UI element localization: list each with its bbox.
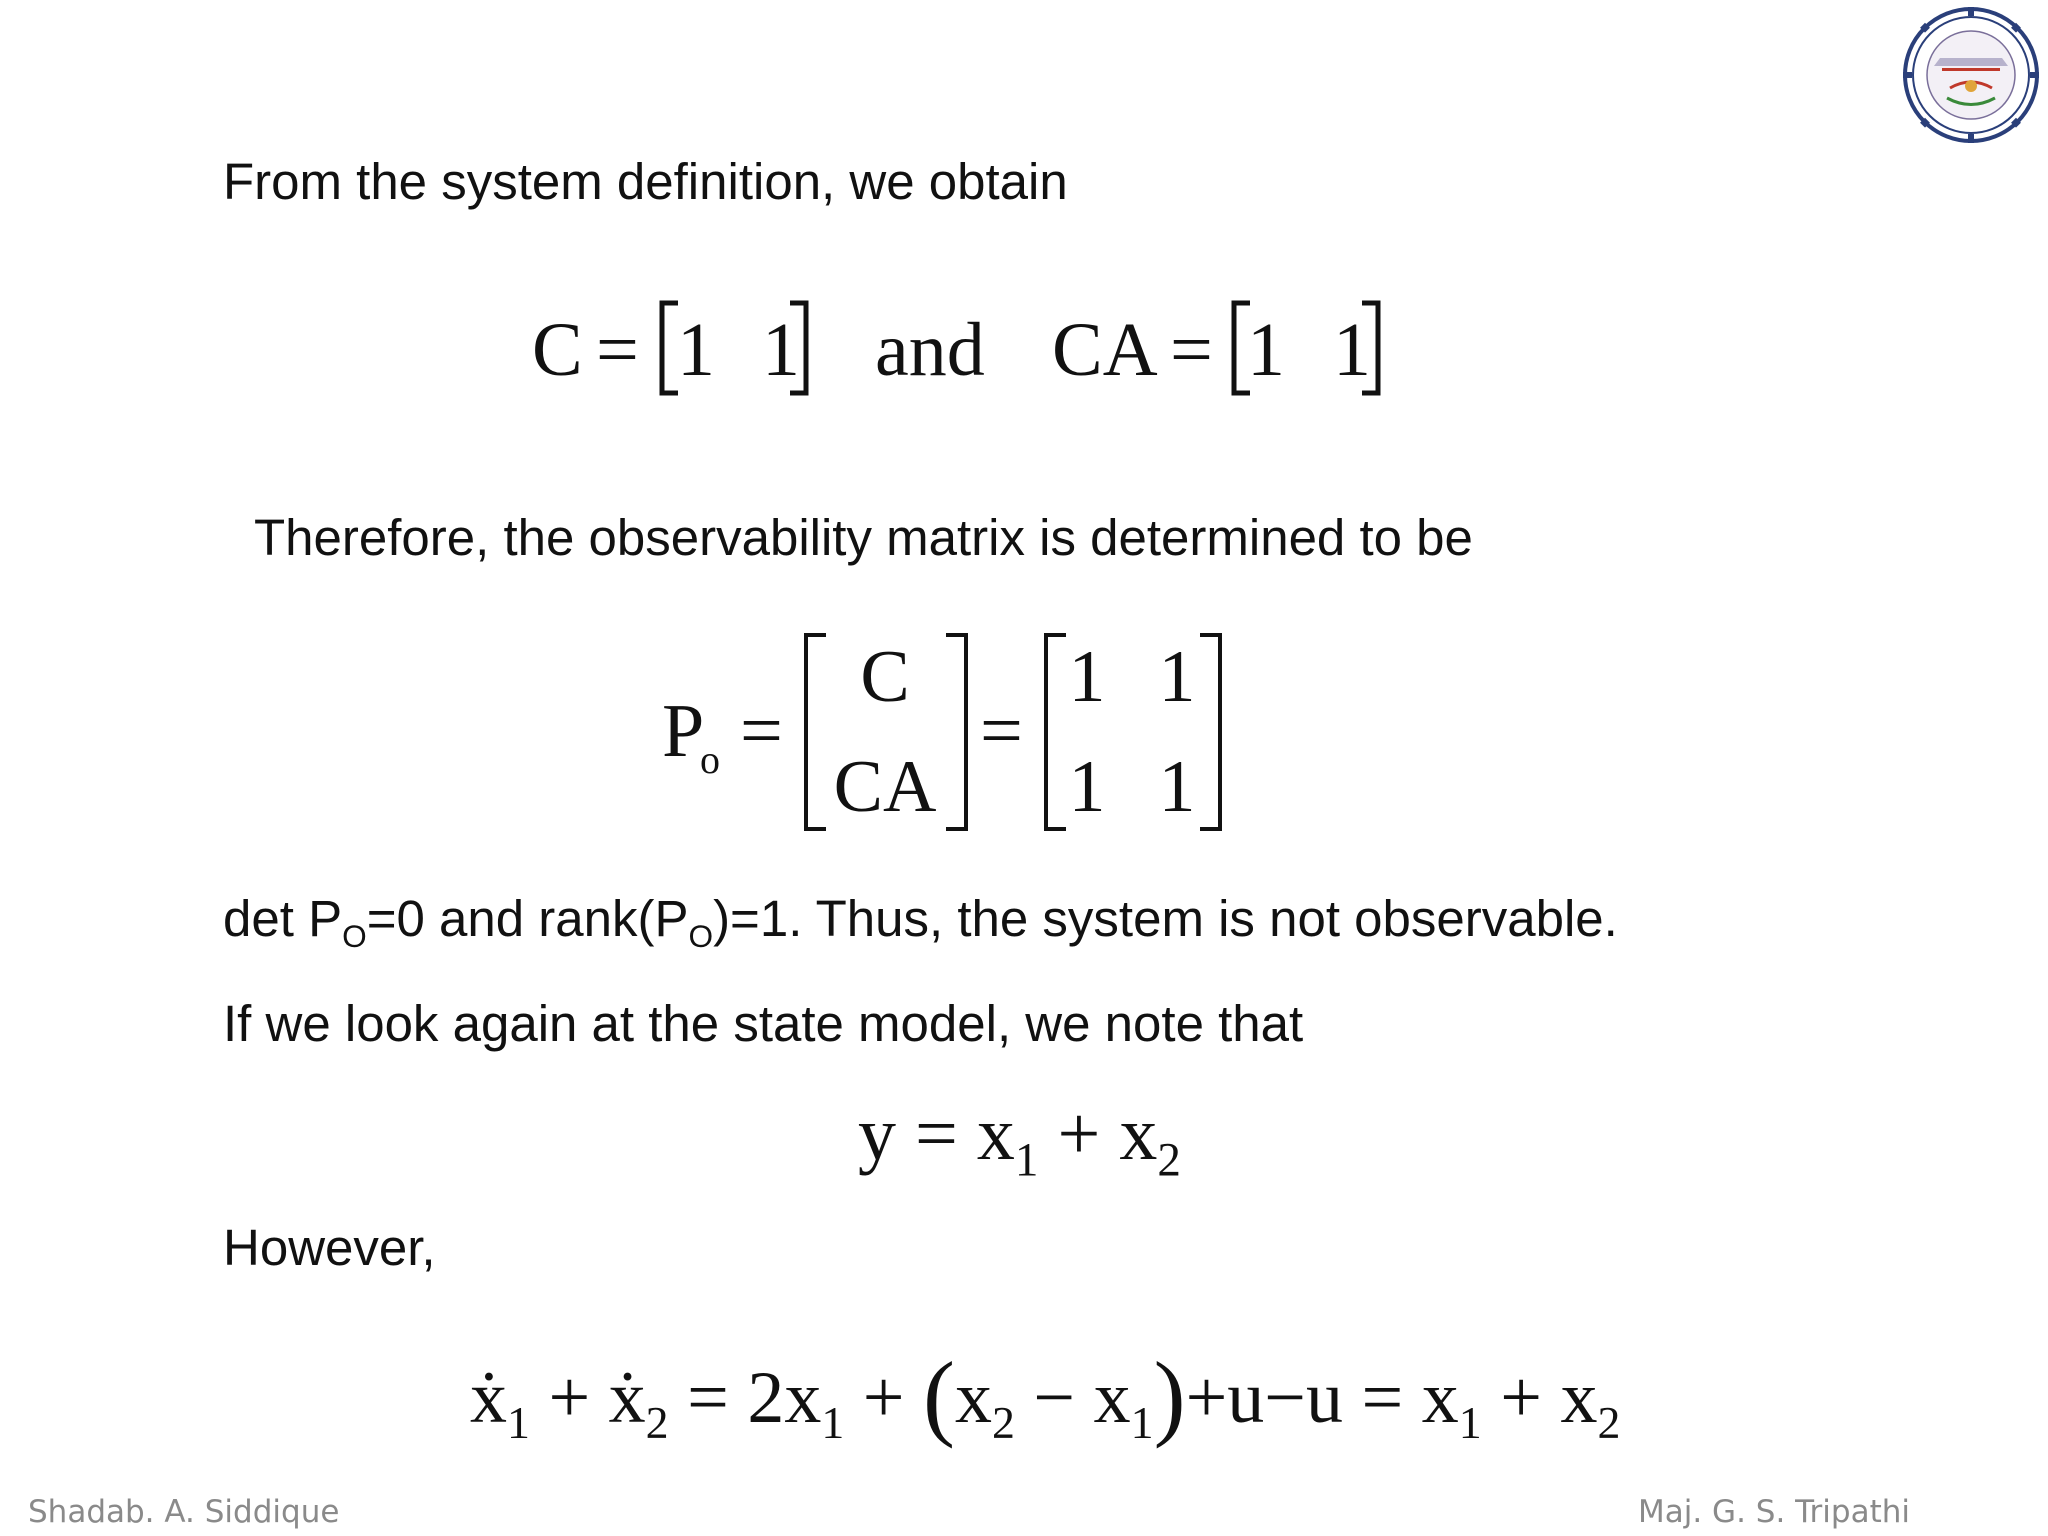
- equals-sign: =: [1361, 1357, 1404, 1439]
- x-symbol: x: [976, 1092, 1015, 1176]
- equals-sign: =: [596, 308, 639, 392]
- plus-sign: +: [1185, 1357, 1228, 1439]
- det-text: det P: [223, 890, 343, 947]
- equals-sign: =: [1170, 308, 1213, 392]
- row-value: 1: [1247, 308, 1285, 392]
- right-bracket: [1358, 300, 1384, 396]
- rank-text: =0 and rank(P: [366, 890, 689, 947]
- p-symbol: P: [662, 689, 705, 773]
- subscript: O: [342, 918, 367, 955]
- matrix-cell: 1: [1068, 746, 1106, 828]
- x-dot-symbol: ẋ: [608, 1357, 646, 1439]
- subscript: O: [688, 918, 714, 955]
- u-symbol: u: [1306, 1357, 1344, 1439]
- state-model-line: If we look again at the state model, we note that: [223, 995, 1304, 1052]
- derivative-equation: [470, 1342, 1621, 1449]
- equals-sign: =: [915, 1092, 958, 1176]
- footer-author-right: Maj. G. S. Tripathi: [1637, 1494, 1910, 1530]
- x-symbol: x: [784, 1357, 822, 1439]
- right-bracket: [942, 632, 972, 832]
- x-symbol: x: [1560, 1357, 1598, 1439]
- coefficient: 2: [747, 1357, 785, 1439]
- university-seal-icon: [1902, 6, 2040, 144]
- row-value: 1: [1333, 308, 1371, 392]
- p-subscript: o: [700, 737, 720, 782]
- subscript: 1: [507, 1397, 530, 1449]
- right-bracket: [1196, 632, 1226, 832]
- intro-line: From the system definition, we obtain: [223, 153, 1068, 210]
- x-symbol: x: [954, 1357, 992, 1439]
- subscript: 1: [1458, 1397, 1482, 1449]
- subscript: 1: [1130, 1397, 1154, 1449]
- right-bracket: [786, 300, 812, 396]
- equals-sign: =: [687, 1357, 729, 1439]
- minus-sign: −: [1264, 1357, 1307, 1439]
- stack-ca: CA: [833, 746, 937, 828]
- y-symbol: y: [858, 1092, 896, 1176]
- subscript: 2: [1597, 1397, 1621, 1449]
- plus-sign: +: [862, 1357, 905, 1439]
- c-symbol: C: [532, 308, 583, 392]
- output-equation: [858, 1092, 1181, 1187]
- equals-sign: =: [740, 689, 783, 773]
- however-line: However,: [223, 1219, 436, 1276]
- x-symbol: x: [1093, 1357, 1131, 1439]
- plus-sign: +: [1500, 1357, 1542, 1439]
- subscript: 1: [821, 1397, 845, 1449]
- and-word: and: [875, 308, 985, 392]
- plus-sign: +: [548, 1357, 591, 1439]
- x-symbol: x: [1421, 1357, 1459, 1439]
- row-value: 1: [762, 308, 800, 392]
- right-paren: ): [1153, 1342, 1186, 1449]
- ca-symbol: CA: [1052, 308, 1158, 392]
- subscript: 2: [1157, 1134, 1181, 1187]
- det-rank-line: [223, 890, 1618, 955]
- u-symbol: u: [1227, 1357, 1265, 1439]
- x-symbol: x: [1119, 1092, 1158, 1176]
- plus-sign: +: [1057, 1092, 1101, 1176]
- stack-c: C: [860, 636, 910, 718]
- x-dot-symbol: ẋ: [470, 1357, 507, 1439]
- matrix-cell: 1: [1158, 746, 1196, 828]
- matrix-cell: 1: [1158, 636, 1196, 718]
- equals-sign: =: [980, 689, 1023, 773]
- subscript: 2: [991, 1397, 1015, 1449]
- subscript: 2: [645, 1397, 669, 1449]
- matrix-cell: 1: [1068, 636, 1106, 718]
- minus-sign: −: [1033, 1357, 1076, 1439]
- left-paren: (: [923, 1342, 955, 1449]
- subscript: 1: [1014, 1134, 1039, 1187]
- footer-author-left: Shadab. A. Siddique: [28, 1494, 340, 1530]
- conclusion-text: )=1. Thus, the system is not observable.: [713, 890, 1618, 947]
- observability-line: Therefore, the observability matrix is determined to be: [254, 509, 1473, 566]
- row-value: 1: [677, 308, 715, 392]
